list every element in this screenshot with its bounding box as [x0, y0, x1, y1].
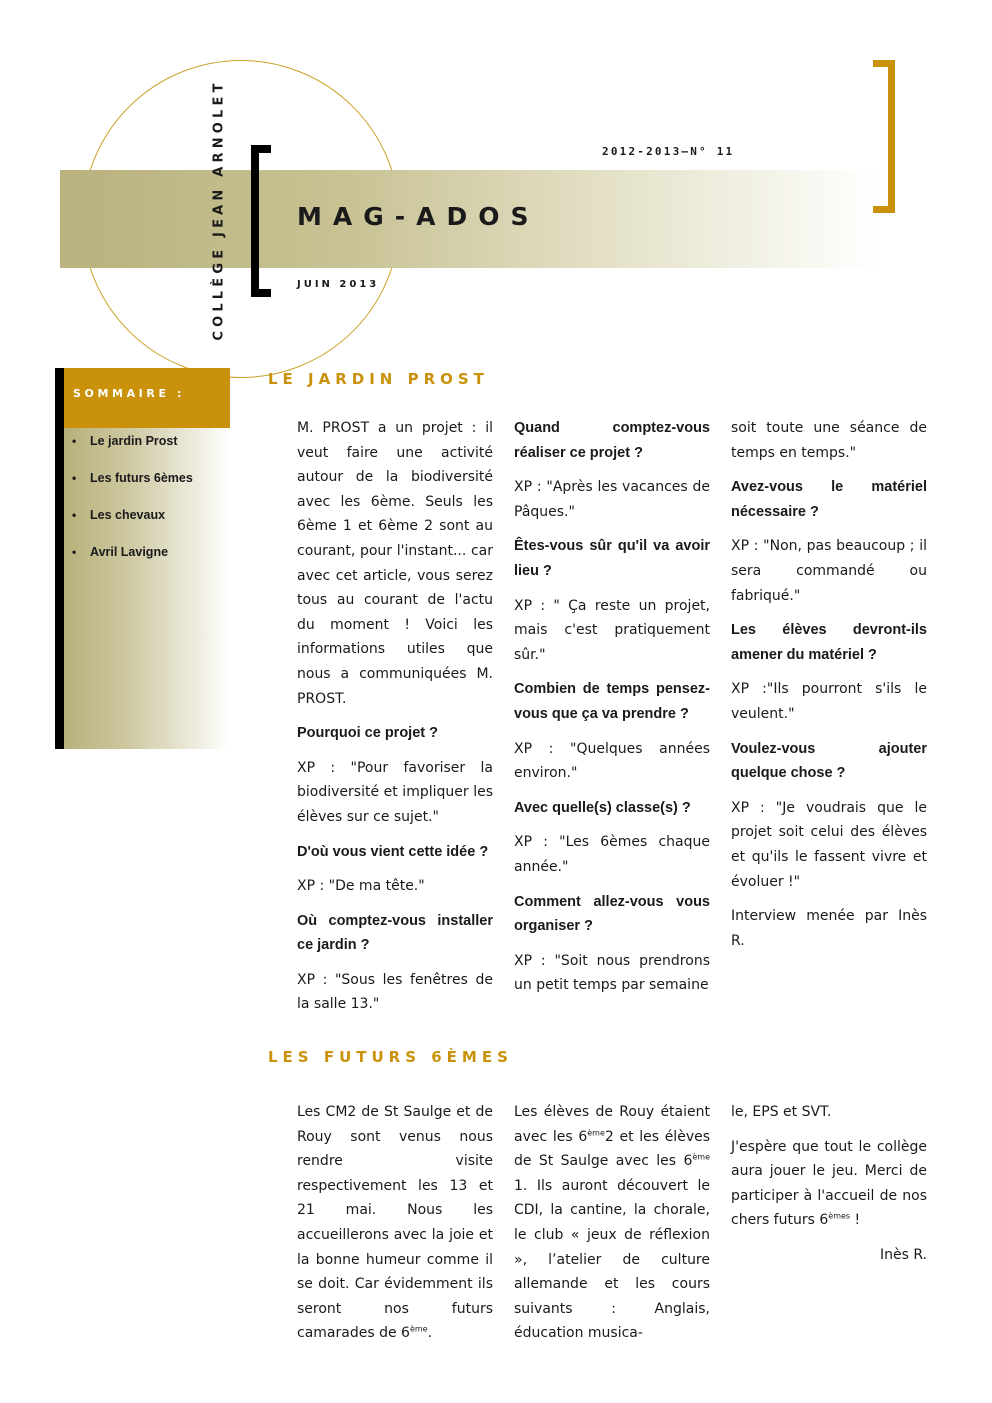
toc-item[interactable]: • Avril Lavigne: [72, 545, 169, 559]
college-name: COLLÈGE JEAN ARNOLET: [211, 79, 227, 341]
question: Combien de temps pensez-vous que ça va prendre ?: [514, 681, 710, 722]
question: Voulez-vous ajouter quelque chose ?: [731, 740, 927, 782]
bullet-icon: •: [72, 434, 77, 448]
article-intro: M. PROST a un projet : il veut faire une activité autour de la biodiversité avec les 6ème. Seuls les 6ème 1 et 6ème 2 sont au courant, pour l'instant... car avec cet article, vous serez tous au courant de l'actu du moment ! Voici les informations utiles que nous a communiquées M. PROST.: [297, 420, 493, 707]
issue-date: JUIN 2013: [297, 279, 380, 290]
question: Avec quelle(s) classe(s) ?: [514, 799, 691, 816]
article1-column-3: [731, 416, 927, 963]
bullet-icon: •: [72, 471, 77, 485]
answer: XP : "Je voudrais que le projet soit celui des élèves et qu'ils le fassent vivre et évoluer !": [731, 799, 927, 890]
answer: XP : "Pour favoriser la biodiversité et impliquer les élèves sur ce sujet.": [297, 759, 493, 825]
toc-item[interactable]: • Le jardin Prost: [72, 434, 178, 448]
right-bracket-decoration: [873, 60, 895, 213]
bullet-icon: •: [72, 545, 77, 559]
question: Êtes-vous sûr qu'il va avoir lieu ?: [514, 538, 710, 579]
signature: Inès R.: [879, 1246, 927, 1263]
answer: XP : " Ça reste un projet, mais c'est pratiquement sûr.": [514, 597, 710, 663]
toc-item[interactable]: • Les futurs 6èmes: [72, 471, 193, 485]
article2-column-1: [297, 1100, 493, 1356]
issue-number: 2012-2013—N° 11: [602, 145, 735, 158]
answer: XP :"Ils pourront s'ils le veulent.": [731, 681, 927, 722]
answer: XP : "Sous les fenêtres de la salle 13.": [297, 971, 493, 1013]
left-bracket-decoration: [251, 145, 271, 297]
interview-credit: Interview menée par Inès R.: [731, 908, 927, 949]
answer: XP : "Les 6èmes chaque année.": [514, 834, 710, 875]
answer: XP : "De ma tête.": [297, 878, 425, 895]
sommaire-title: SOMMAIRE :: [73, 387, 185, 400]
paragraph-continued: le, EPS et SVT.: [731, 1104, 832, 1120]
answer: XP : "Soit nous prendrons un petit temps par semaine: [514, 952, 710, 994]
question: Les élèves devront-ils amener du matériel ?: [731, 622, 927, 663]
answer-continued: soit toute une séance de temps en temps.": [731, 420, 927, 461]
answer: XP : "Non, pas beaucoup ; il sera commandé ou fabriqué.": [731, 538, 927, 604]
question: Avez-vous le matériel nécessaire ?: [731, 479, 927, 520]
article2-column-3: [731, 1100, 927, 1278]
magazine-title: MAG-ADOS: [297, 202, 540, 231]
answer: XP : "Quelques années environ.": [514, 740, 710, 782]
table-of-contents: [72, 434, 193, 582]
question: Quand comptez-vous réaliser ce projet ?: [514, 420, 710, 461]
paragraph: J'espère que tout le collège aura jouer le jeu. Merci de participer à l'accueil de nos chers futurs 6èmes !: [731, 1138, 927, 1229]
article2-column-2: [514, 1100, 710, 1356]
paragraph: Les élèves de Rouy étaient avec les 6ème2 et les élèves de St Saulge avec les 6ème 1. Ils auront découvert le CDI, la cantine, la chorale, le club « jeux de réflexion », l’atelier de culture allemande et les cours suivants : Anglais, éducation musica-: [514, 1104, 711, 1342]
toc-item[interactable]: • Les chevaux: [72, 508, 166, 522]
question: Pourquoi ce projet ?: [297, 725, 438, 742]
question: D'où vous vient cette idée ?: [297, 843, 489, 860]
answer: XP : "Après les vacances de Pâques.": [514, 479, 710, 520]
bullet-icon: •: [72, 508, 77, 522]
article1-column-1: [297, 416, 493, 1027]
article1-column-2: [514, 416, 710, 1008]
article-title-jardin: LE JARDIN PROST: [268, 370, 489, 388]
question: Où comptez-vous installer ce jardin ?: [297, 912, 493, 954]
question: Comment allez-vous vous organiser ?: [514, 893, 710, 935]
paragraph: Les CM2 de St Saulge et de Rouy sont venus nous rendre visite respectivement les 13 et 21 mai. Nous les accueillerons avec la joie et la bonne humeur comme il se doit. Car évidemment ils seront nos futurs camarades de 6ème.: [297, 1104, 493, 1342]
article-title-futurs: LES FUTURS 6ÈMES: [268, 1048, 513, 1066]
